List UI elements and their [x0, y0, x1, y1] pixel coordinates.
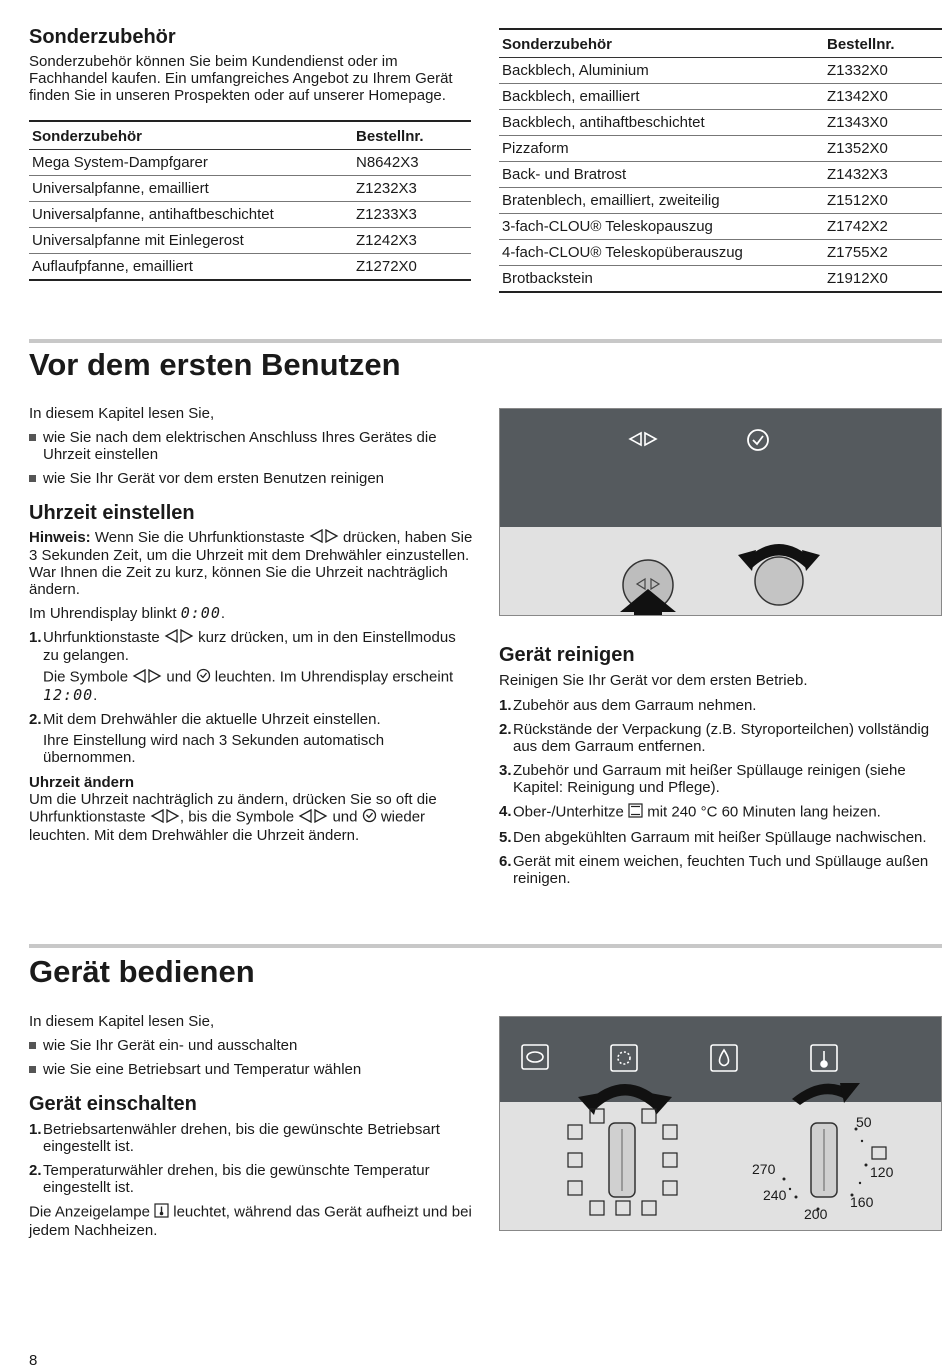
accessory-name: Auflaufpfanne, emailliert [29, 254, 353, 281]
col-header-name: Sonderzubehör [499, 29, 824, 58]
order-number: Z1912X0 [824, 266, 942, 293]
list-item: wie Sie eine Betriebsart und Temperatur wählen [29, 1061, 474, 1078]
accessory-name: Universalpfanne, emailliert [29, 176, 353, 202]
display-value: 12:00 [43, 686, 94, 705]
table-row [499, 136, 942, 162]
step-2-detail: Ihre Einstellung wird nach 3 Sekunden automatisch übernommen. [43, 732, 385, 767]
note-text: Wenn Sie die Uhrfunktionstaste [90, 529, 309, 546]
accessory-name: Pizzaform [499, 136, 824, 162]
accessories-table-right [499, 28, 942, 293]
operate-left-column [29, 1013, 474, 1239]
order-number: Z1342X0 [824, 84, 942, 110]
accessory-name: Brotbackstein [499, 266, 824, 293]
step-number: 2. [29, 711, 42, 729]
step-1-detail [43, 668, 474, 704]
section-divider [29, 944, 942, 948]
order-number: Z1272X0 [353, 254, 471, 281]
accessory-name: 3-fach-CLOU® Teleskopauszug [499, 214, 824, 240]
table-row [499, 58, 942, 84]
step-number: 4. [499, 803, 512, 820]
set-time-heading: Uhrzeit einstellen [29, 502, 195, 524]
first-use-intro: In diesem Kapitel lesen Sie, [29, 405, 215, 422]
set-time-note [29, 529, 474, 598]
step-number: 5. [499, 829, 512, 846]
accessory-name: Backblech, emailliert [499, 84, 824, 110]
clock-icon [196, 668, 211, 687]
grill-icon [872, 1147, 886, 1159]
col-header-nr: Bestellnr. [824, 29, 942, 58]
accessory-name: Mega System-Dampfgarer [29, 150, 353, 176]
blink-text: . [220, 605, 226, 623]
order-number: Z1432X3 [824, 162, 942, 188]
col-header-name: Sonderzubehör [29, 121, 353, 150]
accessories-heading: Sonderzubehör [29, 26, 176, 48]
step-number: 1. [29, 629, 42, 647]
temp-label: 270 [752, 1161, 776, 1177]
accessories-intro: Sonderzubehör können Sie beim Kundendienst oder im Fachhandel kaufen. Ein umfangreiches Angebot zu Ihrem Gerät finden Sie in unseren Prospekten oder auf unserer Homepage. [29, 53, 453, 104]
accessory-name: Universalpfanne mit Einlegerost [29, 228, 353, 254]
clean-heading: Gerät reinigen [499, 644, 635, 666]
clock-panel-illustration [499, 408, 942, 616]
step-text: Den abgekühlten Garraum mit heißer Spüllauge nachwischen. [513, 829, 927, 846]
oven-mode-icon [522, 1045, 548, 1069]
step-number: 2. [499, 721, 512, 738]
table-row [499, 188, 942, 214]
step-text: Uhrfunktionstaste [43, 629, 164, 647]
switch-on-heading: Gerät einschalten [29, 1093, 197, 1115]
first-use-left-column [29, 405, 474, 844]
order-number: Z1332X0 [824, 58, 942, 84]
col-header-nr: Bestellnr. [353, 121, 471, 150]
table-row [499, 110, 942, 136]
change-text: , bis die Symbole [179, 808, 299, 826]
accessory-name: Universalpfanne, antihaftbeschichtet [29, 202, 353, 228]
step-text: . [93, 687, 98, 705]
note-label: Hinweis: [29, 529, 91, 546]
clean-step [499, 721, 942, 755]
display-value: 0:00 [180, 604, 221, 623]
clock-function-icon [309, 529, 339, 547]
clock-function-icon [150, 809, 180, 827]
accessory-name: Back- und Bratrost [499, 162, 824, 188]
blink-text: Im Uhrendisplay blinkt [29, 605, 181, 623]
lighting-icon [611, 1045, 637, 1071]
lamp-note [29, 1203, 474, 1239]
change-text: wieder leuchten. Mit dem Drehwähler die Uhrzeit ändern. [29, 808, 426, 845]
table-row [499, 214, 942, 240]
table-row [29, 150, 471, 176]
temp-label: 50 [856, 1114, 872, 1130]
rotary-knob [755, 557, 803, 605]
thermometer-icon [811, 1045, 837, 1071]
accessory-name: Bratenblech, emailliert, zweiteilig [499, 188, 824, 214]
clean-section [499, 643, 942, 887]
clock-icon [362, 808, 377, 827]
change-time-heading: Uhrzeit ändern [29, 774, 135, 792]
step-2 [29, 711, 474, 766]
temp-label: 120 [870, 1164, 894, 1180]
list-item: wie Sie nach dem elektrischen Anschluss Ihres Gerätes die Uhrzeit einstellen [29, 429, 474, 463]
order-number: Z1232X3 [353, 176, 471, 202]
order-number: Z1755X2 [824, 240, 942, 266]
clean-step [499, 853, 942, 887]
step-text: leuchten. Im Uhrendisplay erscheint [210, 668, 454, 686]
accessory-name: Backblech, Aluminium [499, 58, 824, 84]
list-item: wie Sie Ihr Gerät ein- und ausschalten [29, 1037, 474, 1054]
operate-intro: In diesem Kapitel lesen Sie, [29, 1013, 215, 1030]
top-bottom-heat-icon [628, 803, 643, 822]
step-number: 1. [499, 697, 512, 714]
lamp-text: Die Anzeigelampe [29, 1203, 155, 1221]
accessory-name: Backblech, antihaftbeschichtet [499, 110, 824, 136]
clean-step [499, 762, 942, 796]
order-number: Z1742X2 [824, 214, 942, 240]
order-number: Z1233X3 [353, 202, 471, 228]
step-text: Temperaturwähler drehen, bis die gewünschte Temperatur eingestellt ist. [43, 1162, 430, 1196]
note-text: drücken, haben Sie 3 Sekunden Zeit, um die Uhrzeit mit dem Drehwähler einzustellen. War Ihnen die Zeit zu kurz, können Sie die Uhrzeit nachträglich ändern. [29, 529, 473, 599]
control-panel-illustration [499, 1016, 942, 1231]
step-text: Zubehör aus dem Garraum nehmen. [513, 697, 757, 714]
clean-step [499, 697, 942, 714]
step-text: Ober-/Unterhitze [513, 803, 629, 821]
change-text: Um die Uhrzeit nachträglich zu ändern, drücken Sie so oft die Uhrfunktionstaste [29, 791, 437, 826]
table-row [29, 254, 471, 281]
order-number: Z1242X3 [353, 228, 471, 254]
temp-label: 240 [763, 1187, 787, 1203]
table-row [29, 202, 471, 228]
step-text: Zubehör und Garraum mit heißer Spüllauge reinigen (siehe Kapitel: Reinigung und Pflege). [513, 762, 906, 796]
table-row [29, 176, 471, 202]
step-number: 2. [29, 1162, 42, 1179]
operate-heading: Gerät bedienen [29, 954, 255, 989]
step-text: Mit dem Drehwähler die aktuelle Uhrzeit einstellen. [43, 711, 381, 729]
step-text: Betriebsartenwähler drehen, bis die gewünschte Betriebsart eingestellt ist. [43, 1121, 440, 1155]
step-text: und [162, 668, 196, 686]
steam-drop-icon [711, 1045, 737, 1071]
order-number: N8642X3 [353, 150, 471, 176]
page-number: 8 [29, 1352, 38, 1368]
table-row [499, 84, 942, 110]
blink-line [29, 605, 474, 622]
clean-step [499, 829, 942, 846]
change-text: und [328, 808, 362, 826]
clock-controls-drawing [500, 409, 942, 616]
step-text: mit 240 °C 60 Minuten lang heizen. [643, 803, 881, 821]
order-number: Z1352X0 [824, 136, 942, 162]
clean-intro: Reinigen Sie Ihr Gerät vor dem ersten Betrieb. [499, 672, 808, 689]
control-panel-drawing [500, 1017, 942, 1231]
clock-function-icon [132, 669, 162, 687]
step-number: 6. [499, 853, 512, 870]
thermometer-icon [154, 1203, 169, 1222]
order-number: Z1343X0 [824, 110, 942, 136]
table-row [499, 240, 942, 266]
list-item: wie Sie Ihr Gerät vor dem ersten Benutzen reinigen [29, 470, 474, 487]
clock-function-icon [298, 809, 328, 827]
switch-on-step [29, 1121, 474, 1155]
change-time-text [29, 791, 474, 844]
section-divider [29, 339, 942, 343]
table-row [499, 266, 942, 293]
step-text: Die Symbole [43, 668, 133, 686]
table-row [499, 162, 942, 188]
first-use-heading: Vor dem ersten Benutzen [29, 347, 401, 382]
step-number: 1. [29, 1121, 42, 1138]
step-text: Gerät mit einem weichen, feuchten Tuch und Spüllauge außen reinigen. [513, 853, 929, 887]
temp-label: 160 [850, 1194, 874, 1210]
clock-function-icon [164, 629, 194, 647]
step-text: Rückstände der Verpackung (z.B. Styroporteilchen) vollständig aus dem Garraum entfernen. [513, 721, 930, 755]
table-row [29, 228, 471, 254]
accessory-name: 4-fach-CLOU® Teleskopüberauszug [499, 240, 824, 266]
accessories-table-left [29, 120, 471, 281]
switch-on-step [29, 1162, 474, 1196]
order-number: Z1512X0 [824, 188, 942, 214]
step-text: kurz drücken, um in den Einstellmodus zu gelangen. [43, 629, 456, 665]
temp-label: 200 [804, 1206, 828, 1222]
lamp-text: leuchtet, während das Gerät aufheizt und bei jedem Nachheizen. [29, 1203, 472, 1239]
step-1 [29, 629, 474, 704]
step-number: 3. [499, 762, 512, 779]
clean-step [499, 803, 942, 822]
